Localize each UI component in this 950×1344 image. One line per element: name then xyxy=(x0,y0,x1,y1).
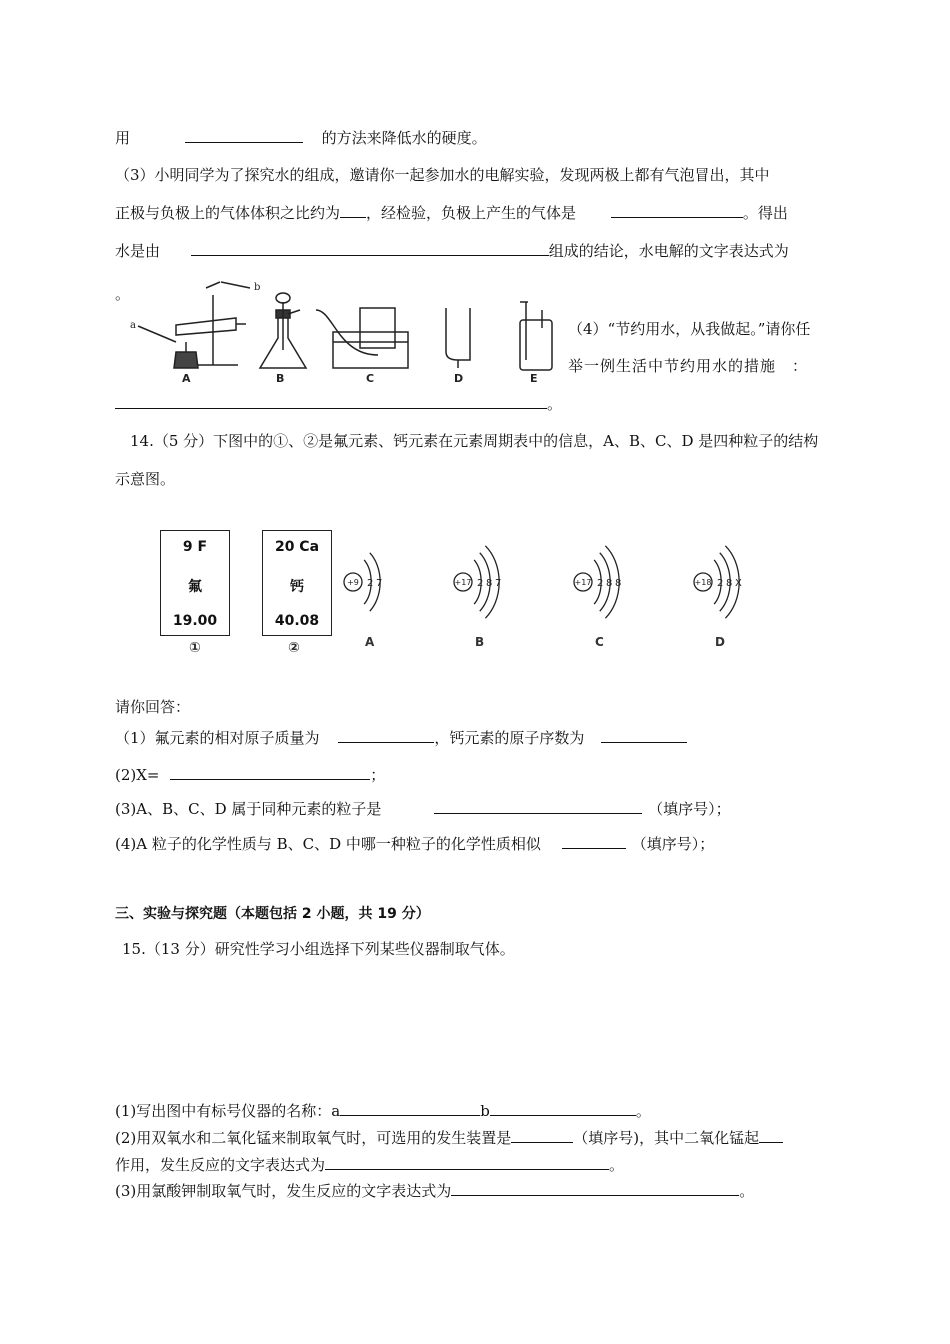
blank[interactable] xyxy=(562,834,626,849)
particle-label: D xyxy=(715,635,725,649)
q13-p3-line1: （3）小明同学为了探究水的组成，邀请你一起参加水的电解实验，发现两极上都有气泡冒出，其中 xyxy=(115,166,770,184)
blank[interactable] xyxy=(434,799,642,814)
blank[interactable] xyxy=(511,1128,573,1143)
test-tube xyxy=(176,318,236,335)
blank[interactable] xyxy=(340,203,366,218)
water-trough xyxy=(333,332,408,368)
q14-a4: (4)A 粒子的化学性质与 B、C、D 中哪一种粒子的化学性质相似 （填序号）； xyxy=(115,835,715,853)
q13-p3-line3: 水是由 组成的结论，水电解的文字表达式为 xyxy=(115,242,789,260)
nucleus-charge: +9 xyxy=(347,578,359,587)
alcohol-lamp xyxy=(174,352,198,368)
shell-electron-count: 7 xyxy=(376,578,383,589)
shell-electron-count: 8 xyxy=(615,578,622,589)
blank[interactable] xyxy=(340,1101,480,1116)
nucleus-charge: +18 xyxy=(694,578,712,587)
particle-label: C xyxy=(595,635,604,649)
q13-p3-line2: 正极与负极上的气体体积之比约为 ，经检验，负极上产生的气体是 。得出 xyxy=(115,204,788,222)
nucleus-charge: +17 xyxy=(454,578,472,587)
q13-line1: 用 的方法来降低水的硬度。 xyxy=(115,129,487,147)
q15-intro: 15.（13 分）研究性学习小组选择下列某些仪器制取气体。 xyxy=(122,940,515,958)
apparatus-label: E xyxy=(530,372,538,385)
blank[interactable] xyxy=(170,765,370,780)
blank[interactable] xyxy=(451,1181,739,1196)
particle-diagrams xyxy=(335,540,755,660)
element-card-fluorine: 9 F 氟 19.00 xyxy=(160,530,230,636)
apparatus-label: C xyxy=(366,372,375,385)
q13-p4-line3: 。 xyxy=(115,394,562,414)
answer-prompt: 请你回答： xyxy=(115,698,191,716)
blank[interactable] xyxy=(759,1128,783,1143)
q13-p3-line4: 。 xyxy=(115,285,131,303)
particle-label: A xyxy=(365,635,375,649)
q14-intro-1: 14.（5 分）下图中的①、②是氟元素、钙元素在元素周期表中的信息，A、B、C、D 是四种粒子的结构 xyxy=(130,432,819,450)
shell-electron-count: 2 xyxy=(367,578,374,589)
shell-electron-count: 8 xyxy=(726,578,733,589)
apparatus-mark: b xyxy=(254,282,261,293)
shell-electron-count: X xyxy=(735,578,742,589)
apparatus-label: D xyxy=(454,372,464,385)
apparatus-figure xyxy=(128,280,560,386)
element-card-calcium: 20 Ca 钙 40.08 xyxy=(262,530,332,636)
wash-bottle xyxy=(520,320,552,370)
apparatus-mark: a xyxy=(130,320,136,331)
shell-electron-count: 2 xyxy=(597,578,604,589)
blank[interactable] xyxy=(325,1155,609,1170)
blank[interactable] xyxy=(115,394,547,409)
q15-s2-line2: 作用，发生反应的文字表达式为 。 xyxy=(115,1156,625,1174)
q13-p4-line1: （4）“节约用水，从我做起。”请你任 xyxy=(568,320,811,338)
blank[interactable] xyxy=(601,728,687,743)
q14-a1: （1）氟元素的相对原子质量为 ，钙元素的原子序数为 xyxy=(115,728,687,748)
blank[interactable] xyxy=(338,728,434,743)
blank[interactable] xyxy=(611,203,743,218)
q14-intro-2: 示意图。 xyxy=(115,470,176,488)
nucleus-charge: +17 xyxy=(574,578,592,587)
q15-s2-line1: (2)用双氧水和二氧化锰来制取氧气时，可选用的发生装置是 （填序号)，其中二氧化锰起 xyxy=(115,1128,783,1148)
q15-s3: (3)用氯酸钾制取氧气时，发生反应的文字表达式为 。 xyxy=(115,1182,755,1200)
card-label: ① xyxy=(189,640,201,656)
particle-label: B xyxy=(475,635,485,649)
q14-a3: (3)A、B、C、D 属于同种元素的粒子是 （填序号）； xyxy=(115,800,731,818)
gas-jar xyxy=(446,308,470,360)
shell-electron-count: 2 xyxy=(477,578,484,589)
q15-s1: (1)写出图中有标号仪器的名称：a b 。 xyxy=(115,1102,651,1120)
blank[interactable] xyxy=(185,128,303,143)
q13-p4-line2: 举一例生活中节约用水的措施 ： xyxy=(568,357,809,375)
q14-a2: (2)X= ； xyxy=(115,766,386,784)
section-title: 三、实验与探究题（本题包括 2 小题，共 19 分） xyxy=(115,906,430,922)
apparatus-label: A xyxy=(182,372,191,385)
blank[interactable] xyxy=(191,241,549,256)
blank[interactable] xyxy=(490,1101,636,1116)
card-label: ② xyxy=(288,640,300,656)
shell-electron-count: 8 xyxy=(606,578,613,589)
apparatus-label: B xyxy=(276,372,285,385)
shell-electron-count: 2 xyxy=(717,578,724,589)
shell-electron-count: 8 xyxy=(486,578,493,589)
shell-electron-count: 7 xyxy=(495,578,502,589)
